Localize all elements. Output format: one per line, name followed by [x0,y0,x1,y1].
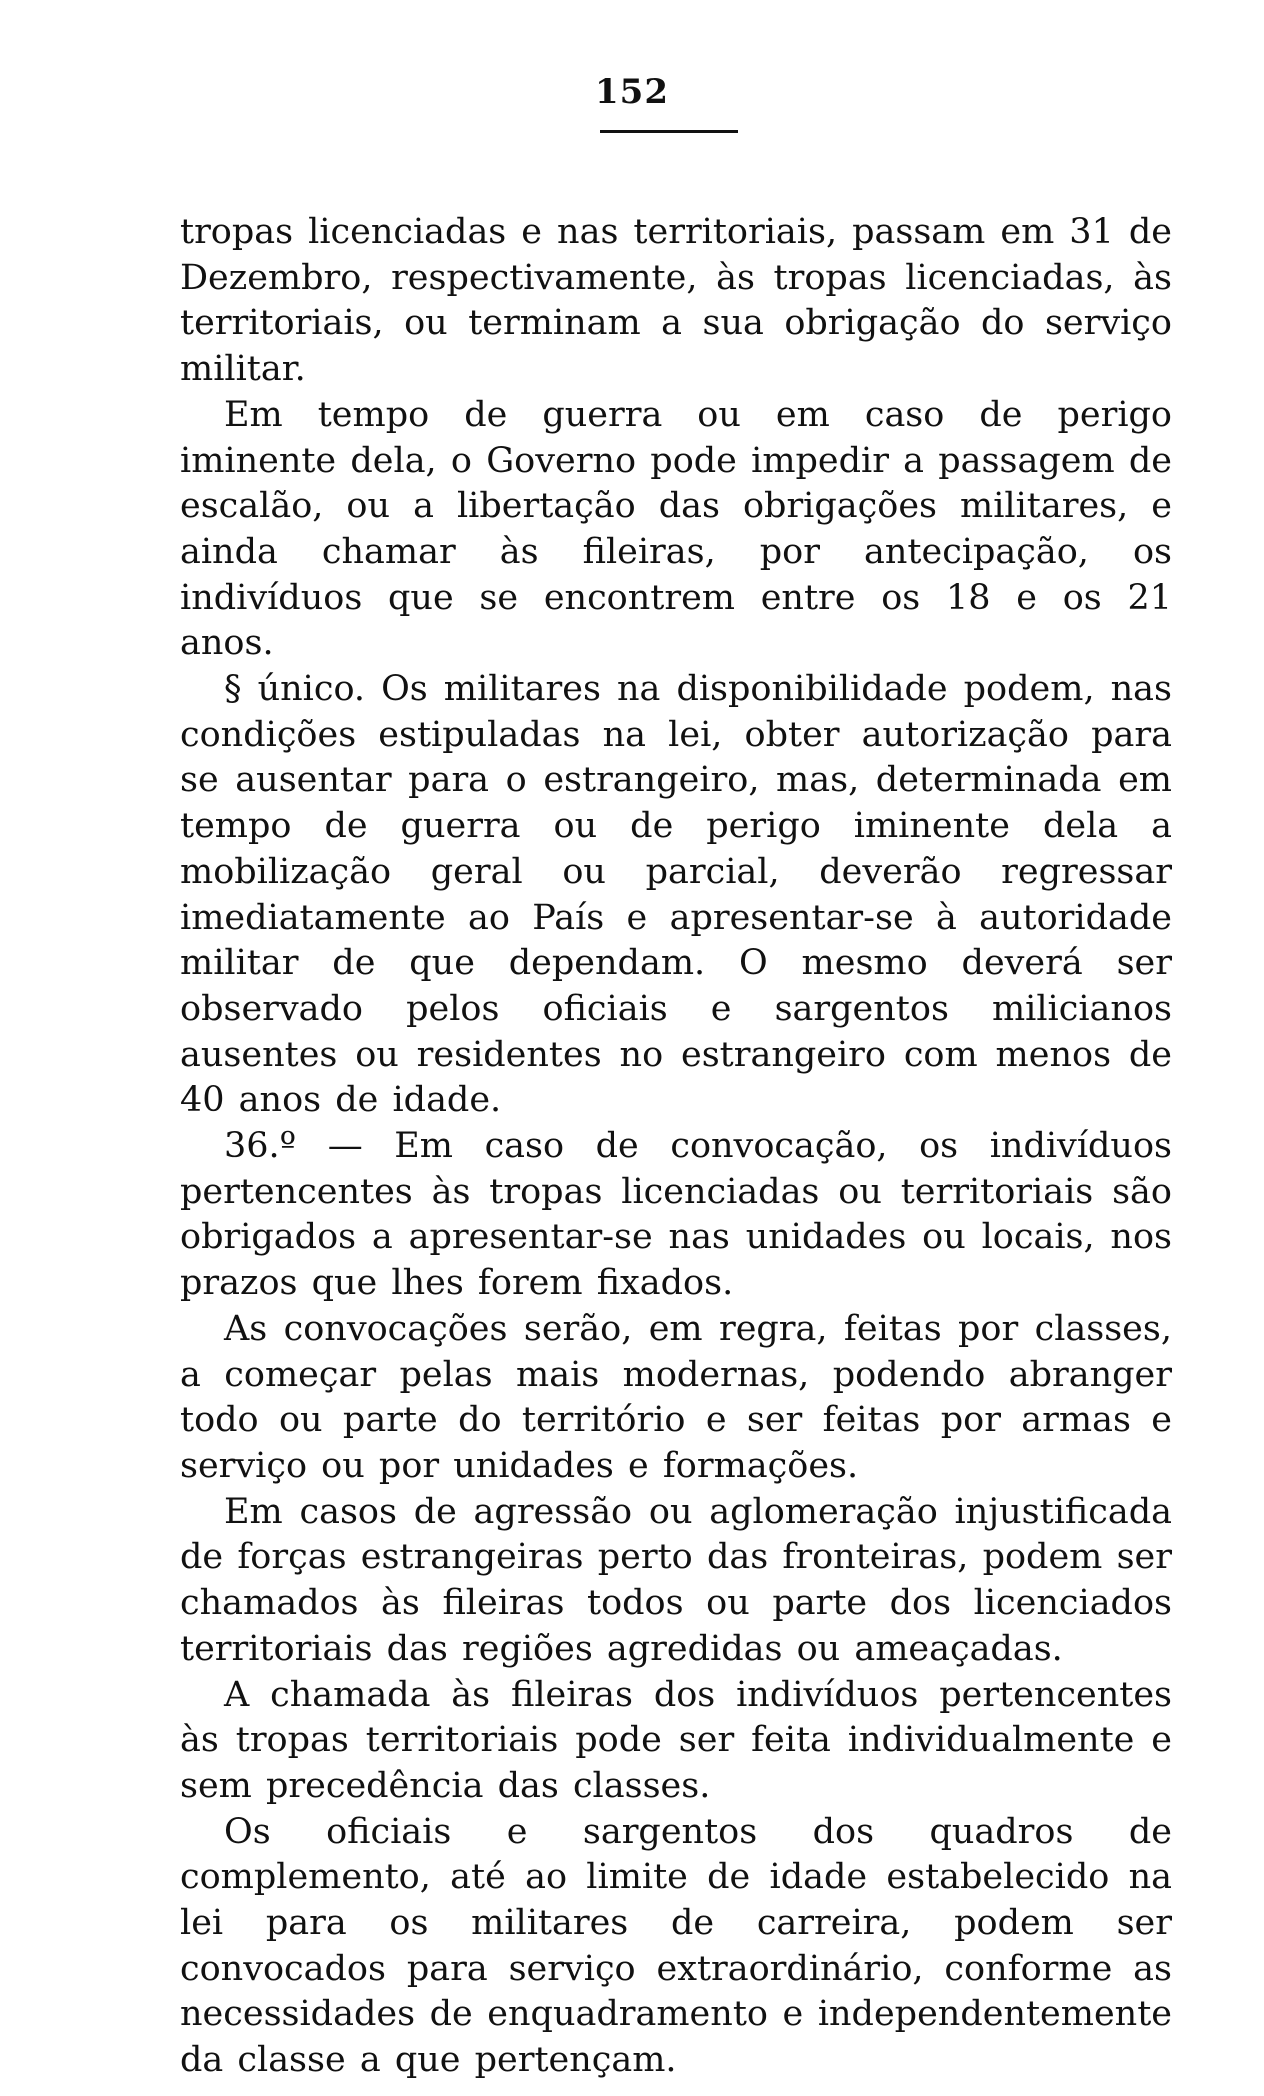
paragraph-complement-officers: Os oficiais e sargentos dos quadros de complemento, até ao limite de idade estabelecido na lei para os militares de carreira, podem ser convocados para serviço extraordinário, conforme as necessidades de enquadramento e independentemente da classe a que pertençam. [180,1811,1172,2081]
body-text [180,210,1172,2084]
header-rule [600,130,738,133]
paragraph-single-section: § único. Os militares na disponibilidade podem, nas condições estipuladas na lei, obter autorização para se ausentar para o estrangeiro, mas, determinada em tempo de guerra ou de perigo iminente dela a mobilização geral ou parcial, deverão regressar imediatamente ao País e apresentar-se à autoridade militar de que dependam. O mesmo deverá ser observado pelos oficiais e sargentos milicianos ausentes ou residentes no estrangeiro com menos de 40 anos de idade. [180,669,1172,1121]
paragraph-convocations: As convocações serão, em regra, feitas por classes, a começar pelas mais modernas, podendo abranger todo ou parte do território e ser feitas por armas e serviço ou por unidades e formações. [180,1308,1172,1486]
paragraph-article-36: 36.º — Em caso de convocação, os indivíduos pertencentes às tropas licenciadas ou territoriais são obrigados a apresentar-se nas unidades ou locais, nos prazos que lhes forem fixados. [180,1126,1172,1304]
page-number: 152 [595,72,669,112]
paragraph-aggression: Em casos de agressão ou aglomeração injustificada de forças estrangeiras perto das fronteiras, podem ser chamados às fileiras todos ou parte dos licenciados territoriais das regiões agredidas ou ameaçadas. [180,1491,1172,1669]
paragraph-wartime: Em tempo de guerra ou em caso de perigo iminente dela, o Governo pode impedir a passagem de escalão, ou a libertação das obrigações militares, e ainda chamar às fileiras, por antecipação, os indivíduos que se encontrem entre os 18 e os 21 anos. [180,394,1172,664]
paragraph-territorial-call: A chamada às fileiras dos indivíduos pertencentes às tropas territoriais pode ser feita individualmente e sem precedência das classes. [180,1674,1172,1806]
paragraph-continuation: tropas licenciadas e nas territoriais, passam em 31 de Dezembro, respectivamente, às tropas licenciadas, às territoriais, ou terminam a sua obrigação do serviço militar. [180,212,1172,390]
